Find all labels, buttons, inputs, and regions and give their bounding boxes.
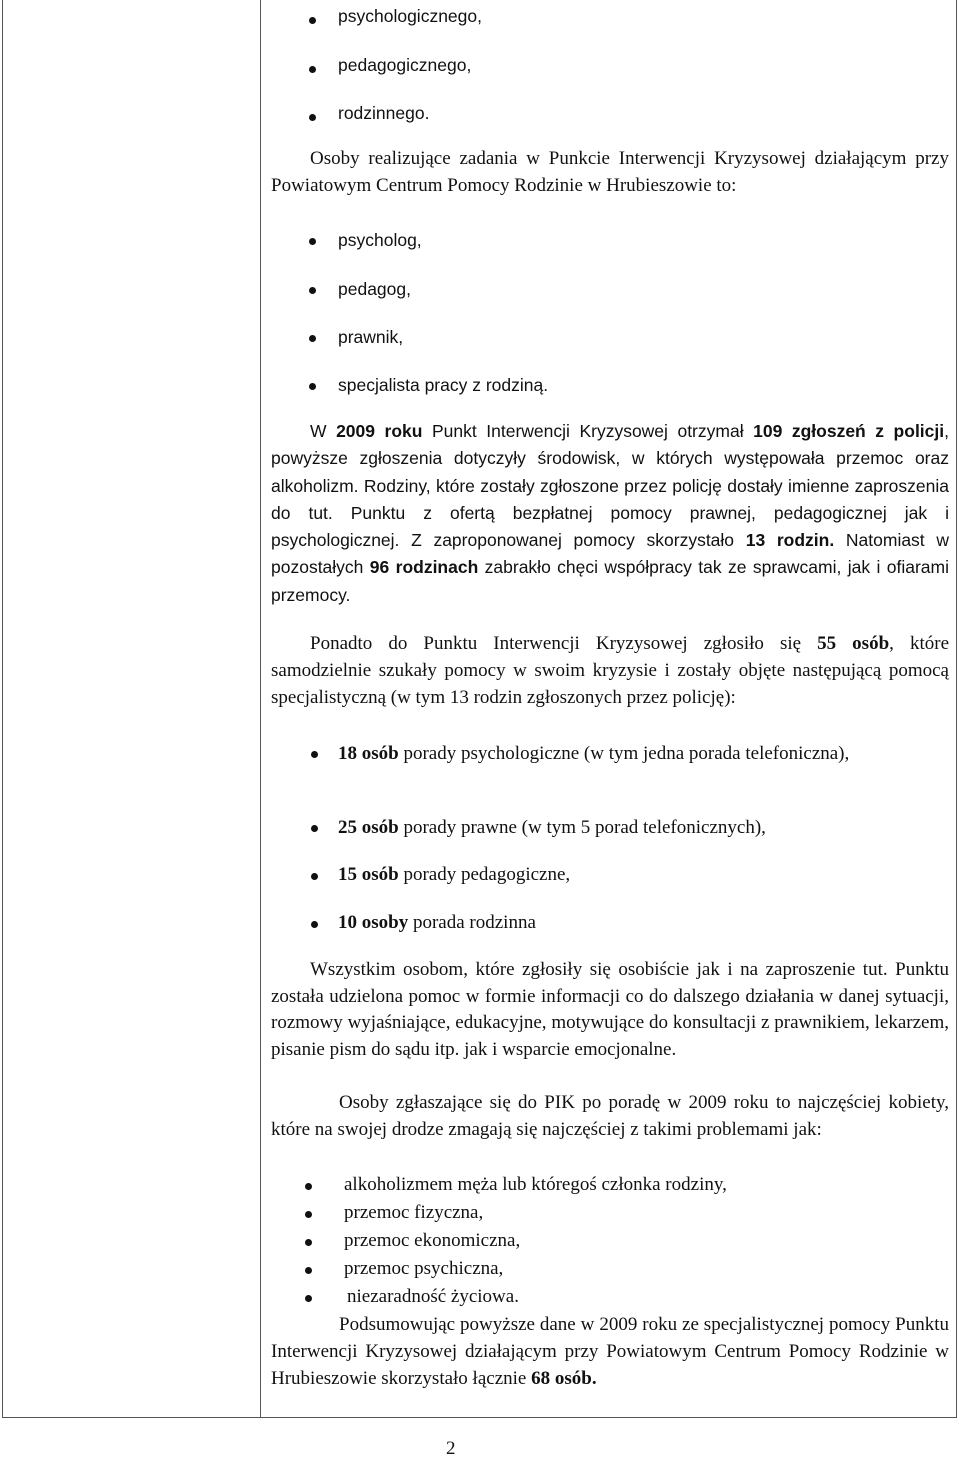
- bullet-dot: [309, 383, 316, 390]
- bold-run: 68 osób.: [531, 1368, 597, 1389]
- text-run: zabrakło chęci współpracy tak ze sprawcami, jak i ofiarami przemocy.: [271, 557, 949, 605]
- service-item: [338, 814, 766, 841]
- text-run: , które samodzielnie szukały pomocy w swoim kryzysie i zostały objęte następującą pomocą specjalistyczną (w tym 13 rodzin zgłoszonych przez policję):: [271, 633, 950, 708]
- bold-run: 10 osoby: [338, 912, 409, 933]
- bullet-dot: [309, 238, 316, 245]
- text-run: , powyższe zgłoszenia dotyczyły środowisk, w których występowała przemoc oraz alkoholizm. Rodziny, które zostały zgłoszone przez policję dostały imienne zaproszenia do tut. Punktu z ofertą bezpłatnej pomocy prawnej, pedagogicznej jak i psychologicznej. Z zaproponowanej pomocy skorzystało: [271, 421, 949, 551]
- text-run: Wszystkim osobom, które zgłosiły się osobiście jak i na zaproszenie tut. Punktu została udzielona pomoc w formie informacji co do dalszego działania w danej sytuacji, rozmowy wyjaśniające, edukacyjne, motywujące do konsultacji z prawnikiem, lekarzem, pisanie pism do sądu itp. jak i wsparcie emocjonalne.: [271, 959, 949, 1060]
- bullet-dot: [305, 1211, 312, 1218]
- bullet-dot: [309, 17, 316, 24]
- bold-run: 55 osób: [817, 633, 890, 654]
- intro-text: Osoby realizujące zadania w Punkcie Interwencji Kryzysowej działającym przy Powiatowym Centrum Pomocy Rodzinie w Hrubieszowie to:: [271, 148, 949, 196]
- bullet-dot: [305, 1267, 312, 1274]
- list-item: psycholog,: [338, 230, 422, 250]
- paragraph-2009: [271, 418, 949, 609]
- bullet-dot: [309, 335, 316, 342]
- bold-run: 15 osób: [338, 864, 399, 885]
- service-item: [338, 909, 536, 936]
- bullet-dot: [311, 921, 318, 928]
- list-item: przemoc ekonomiczna,: [344, 1230, 521, 1251]
- bullet-dot: [311, 873, 318, 880]
- paragraph-ponadto: [271, 630, 949, 711]
- list-item: przemoc fizyczna,: [344, 1202, 484, 1223]
- bullet-dot: [311, 825, 318, 832]
- bullet-dot: [305, 1183, 312, 1190]
- text-run: porady pedagogiczne,: [398, 864, 571, 885]
- text-run: W: [310, 421, 337, 441]
- text-run: Punkt Interwencji Kryzysowej otrzymał: [422, 421, 754, 441]
- paragraph-podsumowanie: [271, 1311, 949, 1392]
- bold-run: 25 osób: [338, 817, 399, 838]
- list-item: psychologicznego,: [338, 6, 482, 26]
- text-run: Natomiast w pozostałych: [271, 530, 949, 578]
- bold-run: 18 osób: [338, 743, 399, 764]
- paragraph-intro: [271, 145, 949, 199]
- bullet-dot: [309, 66, 316, 73]
- list-item: prawnik,: [338, 327, 404, 347]
- list-item: pedagog,: [338, 279, 411, 299]
- text-run: Osoby zgłaszające się do PIK po poradę w 2009 roku to najczęściej kobiety, które na swojej drodze zmagają się najczęściej z takimi problemami jak:: [271, 1092, 949, 1140]
- bold-run: 96 rodzinach: [369, 557, 479, 578]
- page-number: 2: [446, 1438, 456, 1459]
- paragraph-wszystkim: [271, 957, 949, 1063]
- list-item: specjalista pracy z rodziną.: [338, 375, 549, 395]
- bullet-dot: [305, 1295, 312, 1302]
- bullet-dot: [309, 114, 316, 121]
- list-item: przemoc psychiczna,: [344, 1258, 504, 1279]
- column-divider: [260, 0, 261, 1418]
- list-item: rodzinnego.: [338, 103, 430, 123]
- bold-run: 2009 roku: [336, 421, 423, 441]
- bullet-dot: [309, 287, 316, 294]
- paragraph-osoby-pik: [271, 1090, 949, 1143]
- list-item: niezaradność życiowa.: [347, 1286, 519, 1307]
- text-run: porady psychologiczne (w tym jedna porada telefoniczna),: [398, 743, 850, 764]
- service-item: [338, 740, 949, 767]
- list-item: alkoholizmem męża lub któregoś członka rodziny,: [344, 1174, 727, 1195]
- service-item: [338, 861, 570, 888]
- bold-run: 109 zgłoszeń z policji: [753, 421, 945, 441]
- text-run: Podsumowując powyższe dane w 2009 roku ze specjalistycznej pomocy Punktu Interwencji Kryzysowej działającym przy Powiatowym Centrum Pomocy Rodzinie w Hrubieszowie skorzystało łącznie: [271, 1314, 949, 1389]
- text-run: porady prawne (w tym 5 porad telefonicznych),: [398, 817, 766, 838]
- bullet-dot: [305, 1239, 312, 1246]
- text-run: porada rodzinna: [408, 912, 536, 933]
- list-item: pedagogicznego,: [338, 55, 472, 75]
- text-run: Ponadto do Punktu Interwencji Kryzysowej zgłosiło się: [310, 633, 818, 654]
- bullet-dot: [311, 751, 318, 758]
- bold-run: 13 rodzin.: [745, 530, 835, 551]
